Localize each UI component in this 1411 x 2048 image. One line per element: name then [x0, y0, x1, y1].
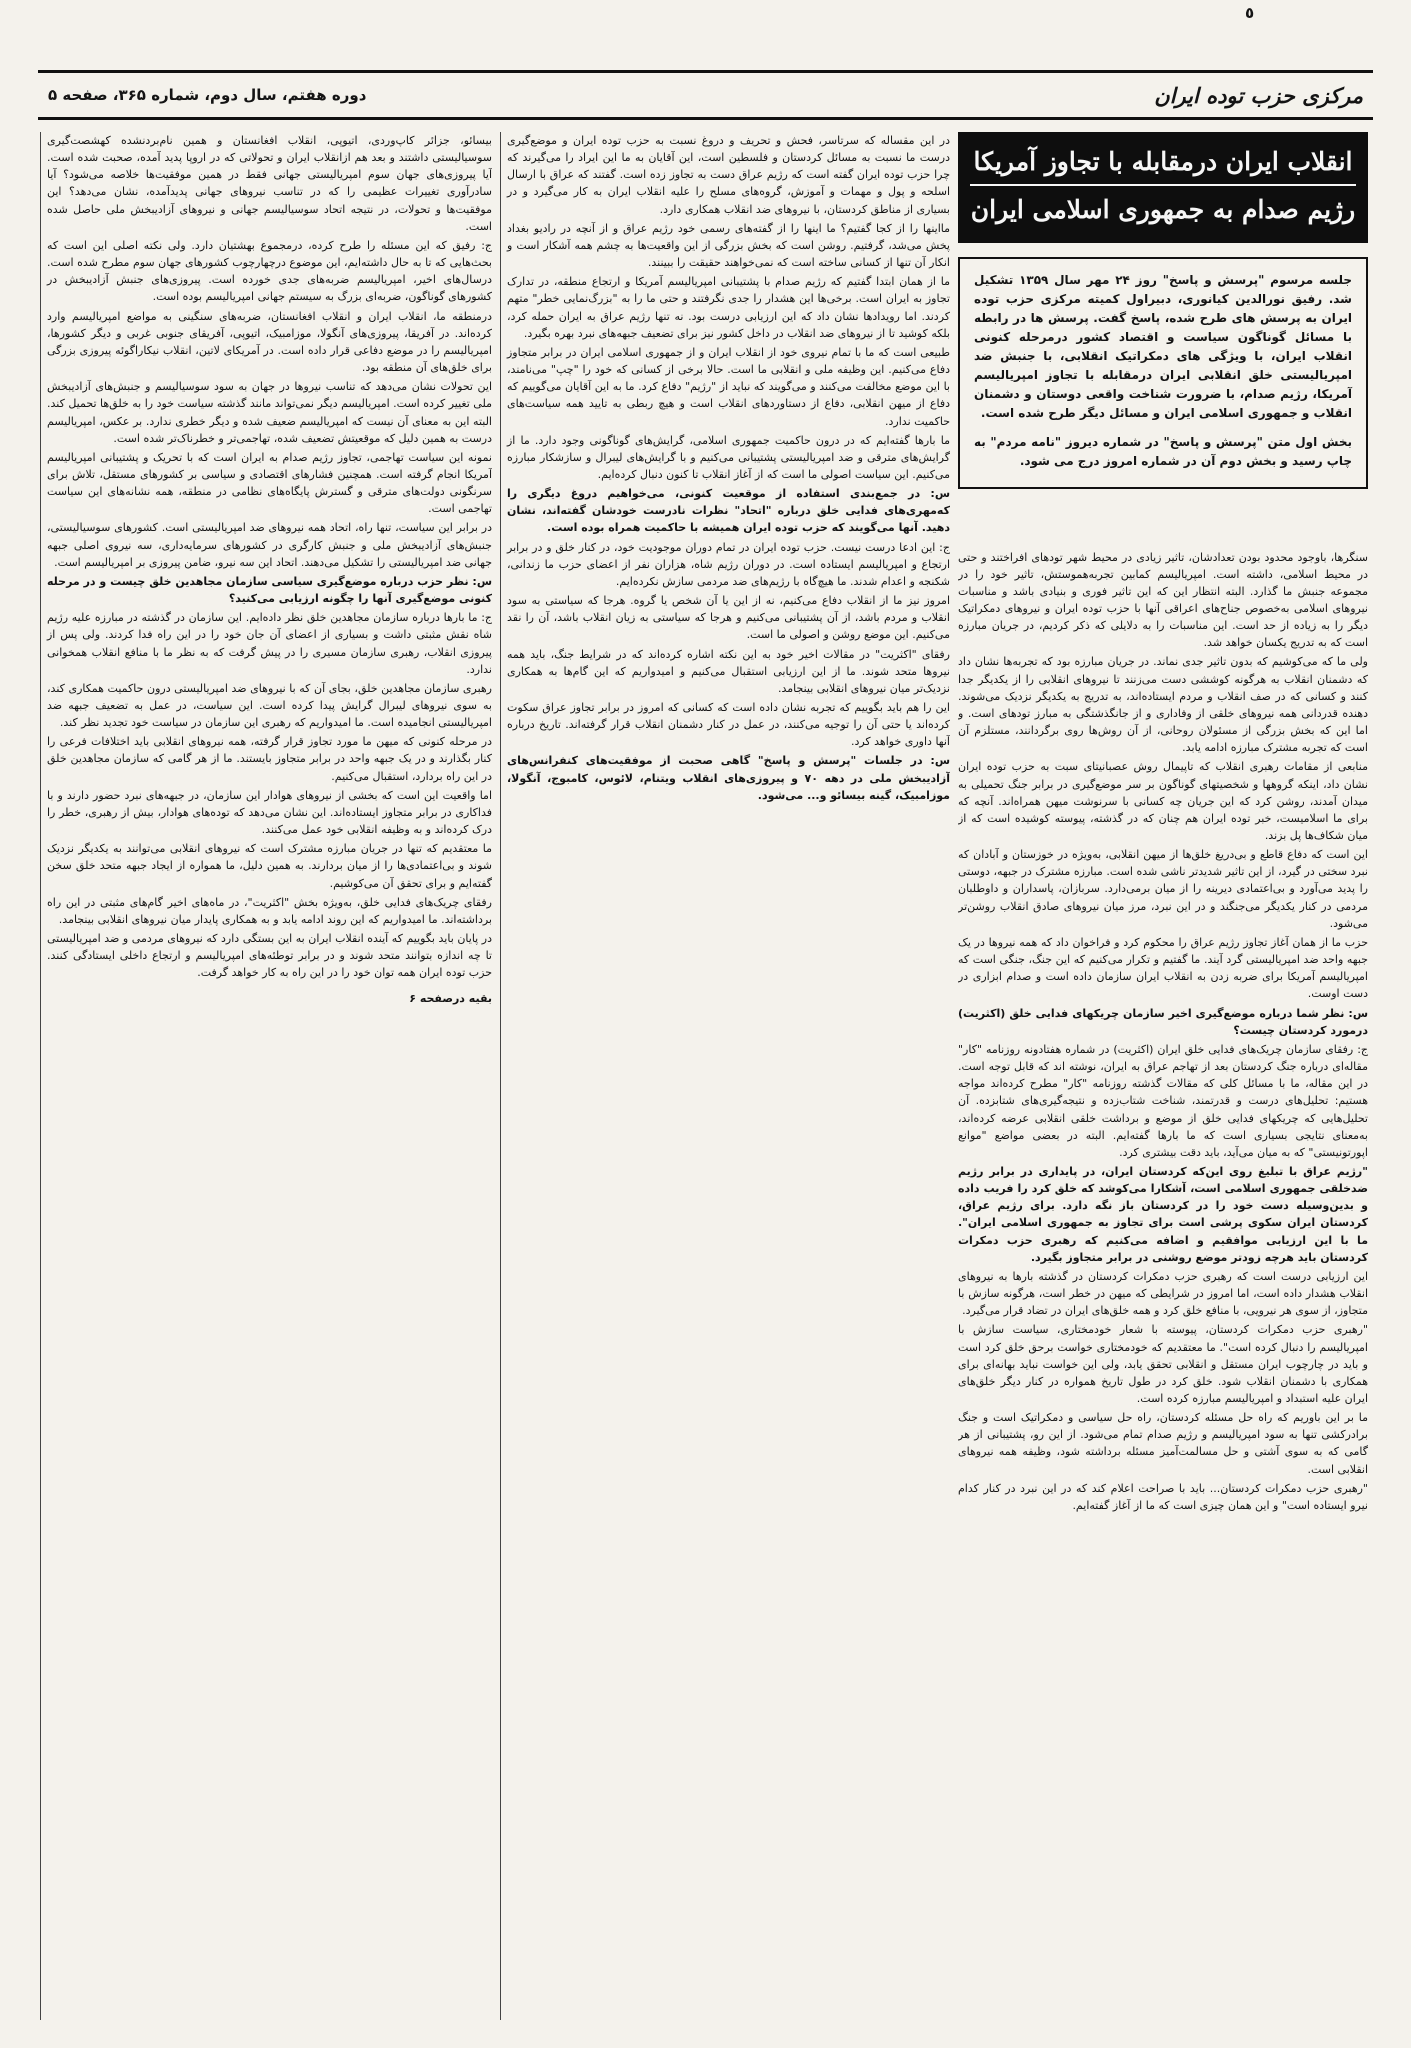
question-paragraph: س: نظر شما درباره موضع‌گیری اخیر سازمان چریکهای فدایی خلق (اکثریت) درمورد کردستان چیست؟: [958, 1006, 1368, 1037]
article-paragraph: ج: رفقای سازمان چریک‌های فدایی خلق ایران (اکثریت) در شماره هفتادونه روزنامه "کار" مقاله‌ای درباره جنگ کردستان بعد از تهاجم عراق به ایران، نوشته اند که قابل توجه است. در این مقاله، ما با مسائل کلی که مقالات گذشته روزنامه "کار" مطرح کرده‌اند مواجه هستیم: تحلیل‌های درست و قدرتمند، شناخت شتاب‌زده و نتیجه‌گیری‌های شتابزده. آن تحلیل‌هایی که چریکهای فدایی خلق از موضع و برداشت خلقی انقلابی عرضه کرده‌اند، به‌معنای نتایجی بسیاری است که ما بارها گفته‌ایم. البته در بعضی مواضع "موانع اپورتونیستی" که به میان می‌آید، باید دقت بیشتری کرد.: [958, 1042, 1368, 1159]
article-paragraph: ج: ما بارها درباره سازمان مجاهدین خلق نظر داده‌ایم. این سازمان در گذشته در مبارزه علیه رژیم شاه نقش مثبتی داشت و بسیاری از اعضای آن جان خود را در این راه فدا کردند. ولی پس از پیروزی انقلاب، رهبری سازمان مسیری را در پیش گرفت که به نظر ما با منافع انقلاب همخوانی ندارد.: [47, 611, 492, 676]
headline-line-1: انقلاب ایران درمقابله با تجاوز آمریکا: [970, 144, 1356, 186]
page-number-mark: ٥: [1245, 4, 1255, 22]
article-paragraph: رفقای "اکثریت" در مقالات اخیر خود به این نکته اشاره کرده‌اند که در شرایط جنگ، باید همه نیروها متحد شوند. ما از این ارزیابی استقبال می‌کنیم و امیدواریم که این گام‌ها به همکاری نزدیک‌تر میان نیروهای انقلابی بینجامد.: [507, 647, 950, 695]
article-paragraph: ما معتقدیم که تنها در جریان مبارزه مشترک است که نیروهای انقلابی می‌توانند به یکدیگر نزدیک شوند و بی‌اعتمادی‌ها را از میان بردارند. به همین دلیل، ما همواره از ایجاد جبهه متحد خلق سخن گفته‌ایم و برای تحقق آن می‌کوشیم.: [47, 842, 492, 890]
question-paragraph: س: در جمع‌بندی استفاده از موقعیت کنونی، می‌خواهیم دروغ دیگری را که‌مهری‌های فدایی خلق درباره "اتحاد" نظرات نادرست خودشان گفته‌اند، نشان دهید. آنها می‌گویند که حزب توده ایران همیشه با حاکمیت همراه بوده است.: [507, 487, 950, 535]
article-paragraph: ما بارها گفته‌ایم که در درون حاکمیت جمهوری اسلامی، گرایش‌های گوناگونی وجود دارد. ما از گرایش‌های مترقی و ضد امپریالیستی پشتیبانی می‌کنیم و با گرایش‌های لیبرال و سازشکار مبارزه می‌کنیم. این سیاست اصولی ما است که از آغاز انقلاب تا کنون دنبال کرده‌ایم.: [507, 433, 950, 481]
article-paragraph: منابعی از مقامات رهبری انقلاب که تاپیمال روش عصبانیتای سبت به حزب توده ایران نشان داد، اینکه گروهها و شخصیتهای گوناگون بر سر موضع‌گیری در برابر جنگ تحمیلی به میدان آمدند، روشن کرد که این جریان چه کسانی با سرنوشت میهن همراه‌اند. آنچه که برای ما اسلامیست، خبر توده ایران هم چنان که در گذشته، پیوسته کوشیده است که از میان شکاف‌ها پل بزند.: [958, 760, 1368, 842]
article-paragraph: سنگرها، باوجود محدود بودن تعدادشان، تاثیر زیادی در محیط شهر تودهای افراختند و حتی در محیط اسلامی، داشته است. امپریالیسم کمابین تجربه‌هموستش، تاثیر خود را در مجموعه جنبش ما گذارد. البته انتظار این که این تاثیر فوری و بنیادی باشد و مناسبات نیروهای اسلامی به‌خصوص جناح‌های اعراقی آنها با حزب توده ایران و نیروهای دمکراتیک دیگر را به زیاده از حد است. این مناسبات را به دلایلی که ذکر کردیم، در جریان مبارزه است که به تدریج یکسان خواهد شد.: [958, 550, 1368, 650]
article-paragraph: اما واقعیت این است که بخشی از نیروهای هوادار این سازمان، در جبهه‌های نبرد حضور دارند و با فداکاری در برابر متجاوز ایستاده‌اند. این نشان می‌دهد که توده‌های هوادار، بیش از رهبری، خطر را درک کرده‌اند و به وظیفه انقلابی خود عمل می‌کنند.: [47, 788, 492, 837]
article-paragraph: نمونه این سیاست تهاجمی، تجاوز رژیم صدام به ایران است که با تحریک و پشتیبانی امپریالیسم آمریکا انجام گرفته است. همچنین فشارهای اقتصادی و سیاسی بر کشورهای مستقل، تلاش برای سرنگونی دولت‌های مترقی و گسترش پایگاه‌های نظامی در منطقه، همه نشانه‌های این سیاست تهاجمی است.: [47, 450, 492, 516]
continued-on-page-note: بقیه درصفحه ۶: [409, 991, 492, 1005]
article-paragraph: این تحولات نشان می‌دهد که تناسب نیروها در جهان به سود سوسیالیسم و جنبش‌های آزادیبخش ملی تغییر کرده است. امپریالیسم دیگر نمی‌تواند مانند گذشته سیاست خود را به خلق‌ها تحمیل کند. البته این به معنای آن نیست که امپریالیسم ضعیف شده و دیگر خطری ندارد. بر عکس، امپریالیسم درست به همین دلیل که موقعیتش تضعیف شده، تهاجمی‌تر و خطرناک‌تر شده است.: [47, 380, 492, 445]
article-paragraph: مااینها را از کجا گفتیم؟ ما اینها را از گفته‌های رسمی خود رژیم عراق و از آنچه در رادیو بغداد پخش می‌شد، گرفتیم. روشن است که بخش بزرگی از این واقعیت‌ها به چشم همه آشکار است و انکار آن تنها از کسانی ساخته است که نمی‌خواهند حقیقت را ببینند.: [507, 221, 950, 270]
question-paragraph: س: نظر حزب درباره موضع‌گیری سیاسی سازمان مجاهدین خلق چیست و در مرحله کنونی موضع‌گیری آنها را چگونه ارزیابی می‌کنید؟: [47, 574, 492, 606]
article-paragraph: این را هم باید بگوییم که تجربه نشان داده است که کسانی که امروز در برابر تجاوز عراق سکوت کرده‌اند یا حتی آن را توجیه می‌کنند، در عمل در کنار دشمنان انقلاب قرار گرفته‌اند. تاریخ درباره آنها داوری خواهد کرد.: [507, 701, 950, 749]
article-paragraph: در این مقساله که سرتاسر، فحش و تحریف و دروغ نسبت به حزب توده ایران و موضع‌گیری درست ما نسبت به مسائل کردستان و فلسطین است، این آقایان به ما این ایراد را می‌گیرند که چرا حزب توده ایران گفته است که رژیم عراق دست به تجاوز زده است. گفتند که عراق با ارسال اسلحه و پول و مهمات و آموزش، گروه‌های مسلح را علیه انقلاب ایران به کار می‌گیرد و در بسیاری از مناطق کردستان، با نیروهای ضد انقلاب همکاری دارد.: [507, 134, 950, 216]
intro-box: [958, 257, 1368, 489]
article-paragraph: ج: رفیق که این مسئله را طرح کرده، درمجموع بهشتیان دارد. ولی نکته اصلی این است که بحث‌هایی که تا به حال داشته‌ایم، این موضوع درچهارچوب کشورهای جهان سوم مطرح شده است. درسال‌های اخیر، امپریالیسم ضربه‌های جدی خورده است. پیروزی‌های جنبش آزادیبخش در کشورهای گوناگون، ضربه‌ای بزرگ به سیستم جهانی امپریالیسم بوده است.: [47, 238, 492, 304]
article-paragraph: این ارزیابی درست است که رهبری حزب دمکرات کردستان در گذشته بارها به نیروهای انقلاب هشدار داده است، اما امروز در شرایطی که میهن در خطر است، هرگونه سازش با متجاوز، از سوی هر نیرویی، با منافع خلق کرد و همه خلق‌های ایران در تضاد قرار می‌گیرد.: [958, 1269, 1368, 1318]
headline-line-2: رژیم صدام به جمهوری اسلامی ایران: [970, 195, 1356, 225]
quote-paragraph: "رژیم عراق با تبلیغ روی این‌که کردستان ایران، در پایداری در برابر رژیم ضدخلقی جمهوری اسلامی است، آشکارا می‌کوشد که خلق کرد را فریب داده و بدین‌وسیله دست خود را در کردستان باز نگه دارد. برای رژیم عراق، کردستان ایران سکوی پرشی است برای تجاوز به جمهوری اسلامی ایران". ما با این ارزیابی موافقیم و اضافه می‌کنیم که رهبری حزب دمکرات کردستان باید هرچه زودتر موضع روشنی در برابر متجاوز بگیرد.: [958, 1164, 1368, 1264]
article-paragraph: رهبری سازمان مجاهدین خلق، بجای آن که با نیروهای ضد امپریالیستی درون حاکمیت همکاری کند، به سوی نیروهای لیبرال گرایش پیدا کرده است. این سیاست، در عمل به تضعیف جبهه ضد امپریالیستی انجامیده است. ما امیدواریم که رهبری این سازمان در سیاست خود تجدید نظر کند.: [47, 681, 492, 730]
article-paragraph: "رهبری حزب دمکرات کردستان، پیوسته با شعار خودمختاری، سیاست سازش با امپریالیسم را دنبال کرده است". ما معتقدیم که خودمختاری خواست برحق خلق کرد است و باید در چارچوب ایران مستقل و انقلابی تحقق یابد، ولی این خواست نباید بهانه‌ای برای همکاری با دشمنان انقلاب شود. خلق کرد در طول تاریخ همواره در کنار دیگر خلق‌های ایران علیه استبداد و امپریالیسم مبارزه کرده است.: [958, 1323, 1368, 1405]
article-paragraph: درمنطقه ما، انقلاب ایران و انقلاب افغانستان، ضربه‌های سنگینی به مواضع امپریالیسم وارد کرده‌اند. در آفریقا، پیروزی‌های آنگولا، موزامبیک، اتیوپی، آفریقای جنوبی غربی و دیگر کشورها، امپریالیسم را در موضع دفاعی قرار داده است. در آمریکای لاتین، انقلاب نیکاراگوئه پیروزی بزرگی برای خلق‌های آن منطقه بود.: [47, 309, 492, 375]
article-paragraph: ما از همان ابتدا گفتیم که رژیم صدام با پشتیبانی امپریالیسم آمریکا و ارتجاع منطقه، در تدارک تجاوز به ایران است. برخی‌ها این هشدار را جدی نگرفتند و حتی ما را به "بزرگ‌نمایی خطر" متهم کردند. اما رویدادها نشان داد که این ارزیابی درست بود. نه تنها رژیم عراق به ایران حمله کرد، بلکه کوشید تا از نیروهای ضد انقلاب در داخل کشور نیز برای تضعیف جبهه‌های نبرد بهره بگیرد.: [507, 275, 950, 340]
article-paragraph: در پایان باید بگوییم که آینده انقلاب ایران به این بستگی دارد که نیروهای مردمی و ضد امپریالیستی تا چه اندازه بتوانند متحد شوند و در برابر توطئه‌های امپریالیسم و ارتجاع داخلی ایستادگی کنند. حزب توده ایران همه توان خود را در این راه به کار خواهد گرفت.: [47, 932, 492, 980]
article-paragraph: طبیعی است که ما با تمام نیروی خود از انقلاب ایران و از جمهوری اسلامی ایران در برابر متجاوز دفاع می‌کنیم. این وظیفه ملی و انقلابی ما است. حالا برخی از کسانی که خود را "چپ" می‌نامند، با این موضع مخالفت می‌کنند و می‌گویند که نباید از "رژیم" دفاع کرد. ما به این آقایان می‌گوییم که دفاع از میهن انقلابی، دفاع از دستاوردهای انقلاب است و هیچ ربطی به تایید همه سیاست‌های حاکمیت ندارد.: [507, 345, 950, 428]
article-column-middle: [500, 132, 950, 2020]
article-paragraph: رفقای چریک‌های فدایی خلق، به‌ویژه بخش "اکثریت"، در ماه‌های اخیر گام‌های مثبتی در این راه برداشته‌اند. ما امیدواریم که این روند ادامه یابد و به همکاری پایدار میان نیروهای انقلابی بینجامد.: [47, 895, 492, 926]
article-paragraph: حزب ما از همان آغاز تجاوز رژیم عراق را محکوم کرد و فراخوان داد که همه نیروها در یک جبهه واحد ضد امپریالیستی گرد آیند. ما گفتیم و تکرار می‌کنیم که این جنگ، جنگی است که امپریالیسم آمریکا برای ضربه زدن به انقلاب ایران سازمان داده است و صدام ابزاری در دست اوست.: [958, 935, 1368, 1001]
article-paragraph: در مرحله کنونی که میهن ما مورد تجاوز قرار گرفته، همه نیروهای انقلابی باید اختلافات فرعی را کنار بگذارند و در یک جبهه واحد در برابر متجاوز بایستند. ما از هر گامی که سازمان مجاهدین خلق در این راه بردارد، استقبال می‌کنیم.: [47, 735, 492, 783]
article-paragraph: "رهبری حزب دمکرات کردستان... باید با صراحت اعلام کند که در این نبرد در کنار کدام نیرو ایستاده است" و این همان چیزی است که ما از آغاز گفته‌ایم.: [958, 1481, 1368, 1512]
article-column-left: [40, 132, 492, 2020]
headline-box: [958, 132, 1368, 243]
article-paragraph: ولی ما که می‌کوشیم که بدون تاثیر جدی نماند. در جریان مبارزه بود که تجربه‌ها نشان داد که دشمنان انقلاب به هرگونه کوششی دست می‌زنند تا نیروهای انقلابی را از یکدیگر جدا کنند و کسانی که در صف انقلاب و مردم ایستاده‌اند، به تدریج به یکدیگر نزدیک می‌شوند. دهنده قدردانی همه نیروهای خلقی از وفاداری و از جانگذشتگی به مبارز تودهای است. و اما این که بخش بزرگی از مسئولان روحانی، از آن روش‌ها روی برگردانند، مستلزم آن است که تجربه مشترک مبارزه ادامه یابد.: [958, 655, 1368, 755]
article-paragraph: ج: این ادعا درست نیست. حزب توده ایران در تمام دوران موجودیت خود، در کنار خلق و در برابر ارتجاع و امپریالیسم ایستاده است. در دوران رژیم شاه، هزاران نفر از اعضای حزب ما زندانی، شکنجه و اعدام شدند. ما هیچ‌گاه با رژیم‌های ضد مردمی سازش نکرده‌ایم.: [507, 540, 950, 588]
question-paragraph: س: در جلسات "پرسش و پاسخ" گاهی صحبت از موفقیت‌های کنفرانس‌های آزادیبخش ملی در دهه ۷۰ و پیروزی‌های انقلاب ویتنام، لائوس، کامبوج، آنگولا، موزامبیک، گینه بیسائو و... می‌شود.: [507, 754, 950, 802]
intro-paragraph: جلسه مرسوم "پرسش و پاسخ" روز ۲۴ مهر سال ۱۳۵۹ تشکیل شد. رفیق نورالدین کیانوری، دبیراول کمیته مرکزی حزب توده ایران به پرسش های طرح شده، پاسخ گفت. پرسش ها در رابطه با مسائل گوناگون سیاست و اقتصاد کشور درمرحله کنونی انقلاب ایران، با ویژگی های دمکراتیک انقلابی، با جنبش ضد امپریالیستی خلق انقلابی ایران درمقابله با تجاوز امپریالیسم آمریکا، رژیم صدام، با ضرورت شناخت واقعی دوستان و دشمنان انقلاب و جمهوری اسلامی ایران و مسائل دیگر طرح شده است.: [974, 272, 1352, 420]
article-paragraph: این است که دفاع قاطع و بی‌دریغ خلق‌ها از میهن انقلابی، به‌ویژه در خوزستان و آبادان که نبرد سختی در گیرد، از این تاثیر شدیدتر ناشی شده است. مبارزه مشترک در جبهه، دوستی را پدید می‌آورد و بی‌اعتمادی دیرینه را از میان برمی‌دارد. سربازان، پاسداران و داوطلبان مردمی در کنار یکدیگر می‌جنگند و در این نبرد، مرز میان نیروهای صادق انقلاب روشن‌تر می‌شود.: [958, 848, 1368, 930]
masthead: [38, 70, 1373, 120]
article-column-right: [958, 132, 1368, 2020]
paper-name: مرکزی حزب توده ایران: [1154, 82, 1363, 108]
intro-paragraph: بخش اول متن "پرسش و پاسخ" در شماره دیروز "نامه مردم" به چاپ رسید و بخش دوم آن در شماره امروز درج می شود.: [974, 434, 1352, 468]
article-paragraph: ما بر این باوریم که راه حل مسئله کردستان، راه حل سیاسی و دمکراتیک است و جنگ برادرکشی تنها به سود امپریالیسم و رژیم صدام تمام می‌شود. از این رو، پشتیبانی از هر گامی که به سوی آشتی و حل مسالمت‌آمیز مسئله برداشته شود، وظیفه همه نیروهای انقلابی است.: [958, 1411, 1368, 1476]
article-paragraph: امروز نیز ما از انقلاب دفاع می‌کنیم، نه از این یا آن شخص یا گروه. هرجا که سیاستی به سود انقلاب و مردم باشد، از آن پشتیبانی می‌کنیم و هرجا که سیاستی به زیان انقلاب باشد، آن را نقد می‌کنیم. این موضع روشن و اصولی ما است.: [507, 594, 950, 642]
issue-info: دوره هفتم، سال دوم، شماره ۳۶۵، صفحه ۵: [48, 86, 367, 104]
article-paragraph: بیسائو، جزائر کاپ‌وردی، اتیوپی، انقلاب افغانستان و همین نام‌بردنشده کهشصت‌گیری سوسیالیستی داشتند و بعد هم ازانقلاب ایران و تحولاتی که در اروپا پدید آمده، صحبت شده است. آیا پیروزی‌های جهان سوم امپریالیستی جهانی فقط در همین موفقیت‌ها خلاصه می‌شود؟ آیا سادرآوری تغییرات عظیمی را که در تناسب نیروهای جهانی پدیدآمده، نشان می‌دهد؟ این موفقیت‌ها و تحولات، در نتیجه اتحاد سوسیالیسم جهانی و نیروهای آزادیبخش ملی حاصل شده است.: [47, 134, 492, 233]
article-paragraph: در برابر این سیاست، تنها راه، اتحاد همه نیروهای ضد امپریالیستی است. کشورهای سوسیالیستی، جنبش‌های آزادیبخش ملی و جنبش کارگری در کشورهای سرمایه‌داری، سه نیروی اصلی جبهه جهانی ضد امپریالیستی را تشکیل می‌دهند. اتحاد این سه نیرو، ضامن پیروزی بر امپریالیسم است.: [47, 521, 492, 569]
